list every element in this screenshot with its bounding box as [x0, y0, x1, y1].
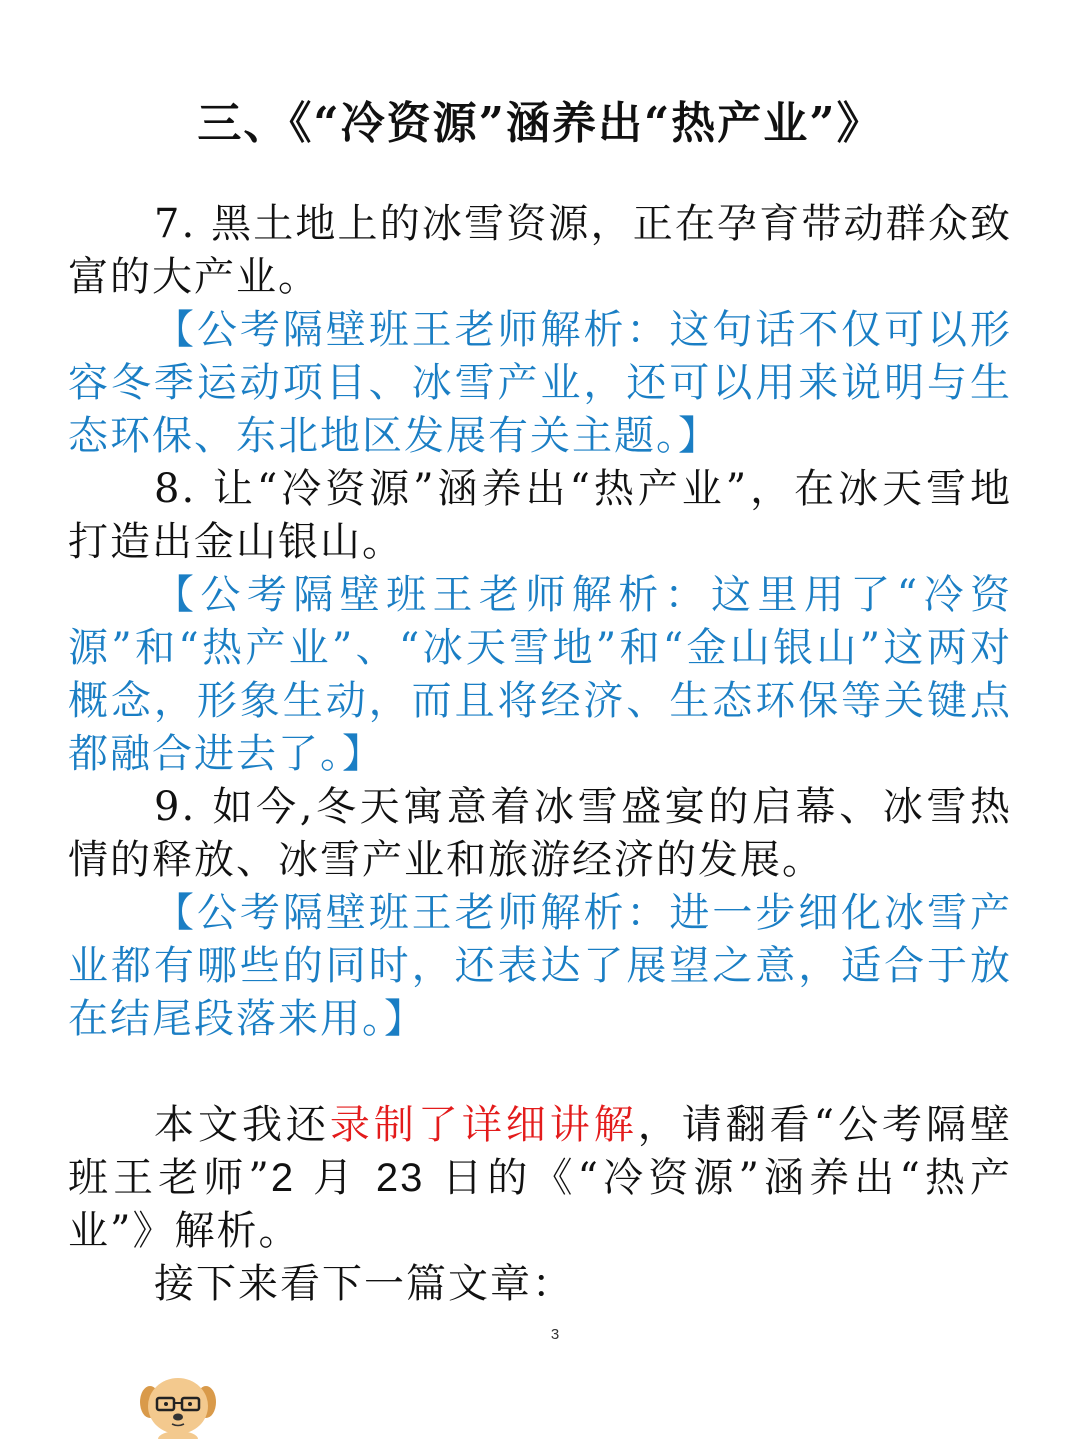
date-day: 23 [375, 1156, 425, 1200]
article-body [68, 198, 1012, 1311]
summary-text-end: 日的《“冷资源”涵养出“热产业”》解析。 [68, 1155, 1012, 1254]
item-number: 7. [154, 201, 197, 247]
item-9-analysis: 【公考隔壁班王老师解析：进一步细化冰雪产业都有哪些的同时，还表达了展望之意，适合于放在结尾段落来用。】 [68, 890, 1012, 1042]
item-7 [68, 198, 1012, 304]
item-8-analysis: 【公考隔壁班王老师解析：这里用了“冷资源”和“热产业”、“冰天雪地”和“金山银山”这两对概念，形象生动，而且将经济、生态环保等关键点都融合进去了。】 [68, 572, 1012, 777]
item-text: 黑土地上的冰雪资源，正在孕育带动群众致富的大产业。 [68, 201, 1013, 300]
page-number: 3 [550, 1326, 560, 1343]
item-text: 如今,冬天寓意着冰雪盛宴的启幕、冰雪热情的释放、冰雪产业和旅游经济的发展。 [68, 784, 1013, 883]
page-title: 三、《“冷资源”涵养出“热产业”》 [197, 98, 883, 149]
next-article-line: 接下来看下一篇文章： [154, 1261, 574, 1307]
dog-mascot-icon [128, 1372, 228, 1439]
summary-text-start: 本文我还 [154, 1102, 330, 1148]
item-number: 9. [154, 784, 197, 830]
item-number: 8. [154, 466, 197, 512]
month-label: 月 [295, 1155, 376, 1201]
item-7-analysis: 【公考隔壁班王老师解析：这句话不仅可以形容冬季运动项目、冰雪产业，还可以用来说明与生态环保、东北地区发展有关主题。】 [68, 307, 1012, 459]
highlight-text: 录制了详细讲解 [329, 1102, 638, 1148]
item-9 [68, 781, 1012, 887]
summary-text-middle: ，请翻看“公考隔壁班王老师” [68, 1102, 1013, 1201]
item-8 [68, 463, 1012, 569]
summary-paragraph [68, 1099, 1012, 1258]
date-month: 2 [270, 1156, 296, 1200]
item-text: 让“冷资源”涵养出“热产业”，在冰天雪地打造出金山银山。 [68, 466, 1013, 565]
